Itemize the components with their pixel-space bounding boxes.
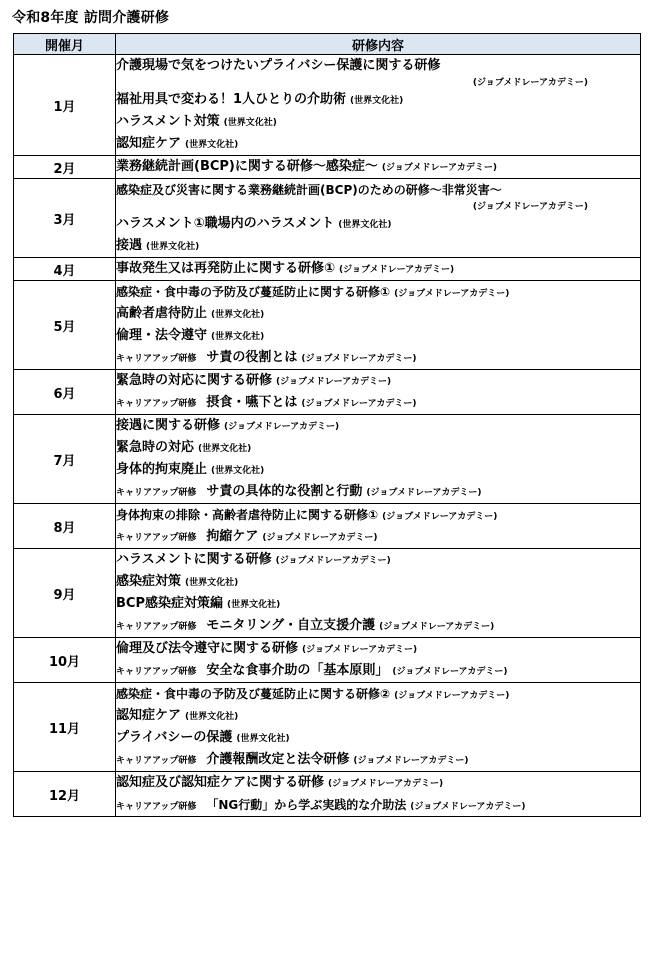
training-item [116, 638, 640, 660]
publisher-label: (ジョブメドレーアカデミー) [276, 377, 392, 387]
month-cell: 3月 [14, 179, 116, 258]
training-title: 認知症ケア [116, 708, 182, 723]
training-title: 事故発生又は再発防止に関する研修① [116, 261, 336, 276]
publisher-label: (ジョブメドレーアカデミー) [472, 202, 588, 212]
table-row [14, 638, 641, 683]
training-item [116, 660, 640, 682]
month-cell: 11月 [14, 683, 116, 772]
publisher-label: (世界文化社) [338, 220, 392, 230]
training-title: モニタリング・自立支援介護 [206, 618, 376, 633]
training-title: プライバシーの保護 [116, 730, 233, 745]
training-title: サ責の役割とは [206, 350, 298, 365]
training-title: 拘縮ケア [206, 529, 259, 544]
publisher-label: (ジョブメドレーアカデミー) [379, 622, 495, 632]
publisher-label: (世界文化社) [236, 734, 290, 744]
table-header-row [14, 34, 641, 55]
career-up-tag: キャリアアップ研修 [116, 622, 197, 632]
training-item [116, 156, 640, 178]
publisher-label: (世界文化社) [211, 310, 265, 320]
training-title: 介護現場で気をつけたいプライバシー保護に関する研修 [116, 58, 441, 73]
publisher-label: (ジョブメドレーアカデミー) [275, 556, 391, 566]
month-cell: 10月 [14, 638, 116, 683]
content-cell [116, 683, 641, 772]
table-row [14, 683, 641, 772]
training-item [116, 370, 640, 392]
publisher-label: (ジョブメドレーアカデミー) [262, 533, 378, 543]
training-item [116, 683, 640, 705]
training-title: 接遇に関する研修 [116, 418, 221, 433]
training-title: 感染症・食中毒の予防及び蔓延防止に関する研修① [116, 285, 391, 299]
training-title: 介護報酬改定と法令研修 [206, 752, 350, 767]
training-item [116, 459, 640, 481]
publisher-label: (世界文化社) [350, 96, 404, 106]
training-item [116, 727, 640, 749]
training-item [116, 133, 640, 155]
training-title: BCP感染症対策編 [116, 596, 223, 611]
table-body [14, 55, 641, 817]
training-item [116, 303, 640, 325]
publisher-label: (世界文化社) [146, 242, 200, 252]
publisher-label: (世界文化社) [198, 444, 252, 454]
training-title: 感染症・食中毒の予防及び蔓延防止に関する研修② [116, 687, 391, 701]
table-row [14, 258, 641, 281]
month-cell: 9月 [14, 549, 116, 638]
table-row [14, 549, 641, 638]
month-cell: 7月 [14, 415, 116, 504]
training-item [116, 392, 640, 414]
publisher-label: (ジョブメドレーアカデミー) [394, 691, 510, 701]
publisher-label: (ジョブメドレーアカデミー) [301, 354, 417, 364]
training-title: 身体的拘束廃止 [116, 462, 208, 477]
training-item [116, 89, 640, 111]
content-cell [116, 370, 641, 415]
training-title: ハラスメント対策 [116, 114, 220, 129]
training-title: 感染症及び災害に関する業務継続計画(BCP)のための研修〜非常災害〜 [116, 183, 502, 197]
training-item [116, 504, 640, 526]
publisher-label: (世界文化社) [223, 118, 277, 128]
table-row [14, 504, 641, 549]
publisher-label: (ジョブメドレーアカデミー) [328, 779, 444, 789]
header-content: 研修内容 [116, 34, 641, 55]
table-row [14, 370, 641, 415]
publisher-label: (ジョブメドレーアカデミー) [302, 645, 418, 655]
publisher-label: (ジョブメドレーアカデミー) [381, 163, 498, 173]
table-row [14, 281, 641, 370]
training-item [116, 772, 640, 794]
publisher-label: (ジョブメドレーアカデミー) [366, 488, 482, 498]
training-item [116, 526, 640, 548]
career-up-tag: キャリアアップ研修 [116, 533, 197, 543]
page-title: 令和8年度 訪問介護研修 [12, 10, 170, 26]
publisher-label: (ジョブメドレーアカデミー) [394, 289, 510, 299]
month-cell: 2月 [14, 156, 116, 179]
career-up-tag: キャリアアップ研修 [116, 354, 197, 364]
publisher-label: (ジョブメドレーアカデミー) [472, 78, 588, 88]
training-item [116, 347, 640, 369]
training-schedule-table [13, 33, 641, 817]
publisher-label: (世界文化社) [211, 332, 265, 342]
training-item [116, 615, 640, 637]
training-title: 業務継続計画(BCP)に関する研修〜感染症〜 [116, 159, 378, 174]
month-cell: 12月 [14, 772, 116, 817]
training-item [116, 437, 640, 459]
training-item [116, 55, 640, 77]
training-item [116, 571, 640, 593]
training-item [116, 549, 640, 571]
training-title: 倫理及び法令遵守に関する研修 [116, 641, 299, 656]
training-item [116, 481, 640, 503]
training-title: 感染症対策 [116, 574, 182, 589]
content-cell [116, 772, 641, 817]
training-title: 緊急時の対応 [116, 440, 195, 455]
training-item [116, 593, 640, 615]
publisher-label: (世界文化社) [185, 712, 239, 722]
table-row [14, 415, 641, 504]
publisher-label: (世界文化社) [185, 140, 239, 150]
month-cell: 1月 [14, 55, 116, 156]
table-row [14, 156, 641, 179]
training-item [116, 258, 640, 280]
training-title: ハラスメント①職場内のハラスメント [116, 216, 335, 231]
career-up-tag: キャリアアップ研修 [116, 802, 197, 812]
career-up-tag: キャリアアップ研修 [116, 399, 197, 409]
training-title: サ責の具体的な役割と行動 [206, 484, 363, 499]
training-item [116, 794, 640, 816]
table-row [14, 55, 641, 156]
training-title: 倫理・法令遵守 [116, 328, 208, 343]
training-item [116, 111, 640, 133]
training-item [116, 415, 640, 437]
career-up-tag: キャリアアップ研修 [116, 488, 197, 498]
publisher-label: (世界文化社) [185, 578, 239, 588]
training-item [116, 749, 640, 771]
training-item [116, 213, 640, 235]
publisher-label: (ジョブメドレーアカデミー) [392, 667, 508, 677]
publisher-label: (ジョブメドレーアカデミー) [224, 422, 340, 432]
month-cell: 4月 [14, 258, 116, 281]
training-title: 接遇 [116, 238, 143, 253]
month-cell: 6月 [14, 370, 116, 415]
publisher-label: (ジョブメドレーアカデミー) [410, 802, 526, 812]
training-title: 福祉用具で変わる！1人ひとりの介助術 [116, 92, 347, 107]
publisher-label: (世界文化社) [226, 600, 281, 610]
content-cell [116, 415, 641, 504]
career-up-tag: キャリアアップ研修 [116, 756, 197, 766]
header-month: 開催月 [14, 34, 116, 55]
training-title: 緊急時の対応に関する研修 [116, 373, 273, 388]
table-row [14, 179, 641, 258]
training-title: 摂食・嚥下とは [206, 395, 298, 410]
content-cell [116, 55, 641, 156]
publisher-label: (ジョブメドレーアカデミー) [301, 399, 417, 409]
publisher-label: (ジョブメドレーアカデミー) [339, 265, 455, 275]
content-cell [116, 179, 641, 258]
training-item [116, 281, 640, 303]
training-item [116, 179, 640, 201]
training-title: ハラスメントに関する研修 [116, 552, 272, 567]
content-cell [116, 504, 641, 549]
publisher-label: (世界文化社) [211, 466, 265, 476]
content-cell [116, 638, 641, 683]
content-cell [116, 258, 641, 281]
training-item [116, 235, 640, 257]
publisher-label: (ジョブメドレーアカデミー) [353, 756, 469, 766]
training-title: 高齢者虐待防止 [116, 306, 208, 321]
content-cell [116, 549, 641, 638]
month-cell: 5月 [14, 281, 116, 370]
publisher-label: (ジョブメドレーアカデミー) [382, 512, 498, 522]
month-cell: 8月 [14, 504, 116, 549]
career-up-tag: キャリアアップ研修 [116, 667, 197, 677]
table-row [14, 772, 641, 817]
content-cell [116, 156, 641, 179]
training-title: 認知症ケア [116, 136, 182, 151]
training-title: 「NG行動」から学ぶ実践的な介助法 [206, 798, 407, 812]
training-title: 安全な食事介助の「基本原則」 [206, 663, 389, 678]
training-item [116, 705, 640, 727]
training-item [116, 325, 640, 347]
training-title: 身体拘束の排除・高齢者虐待防止に関する研修① [116, 508, 379, 522]
content-cell [116, 281, 641, 370]
training-title: 認知症及び認知症ケアに関する研修 [116, 775, 325, 790]
